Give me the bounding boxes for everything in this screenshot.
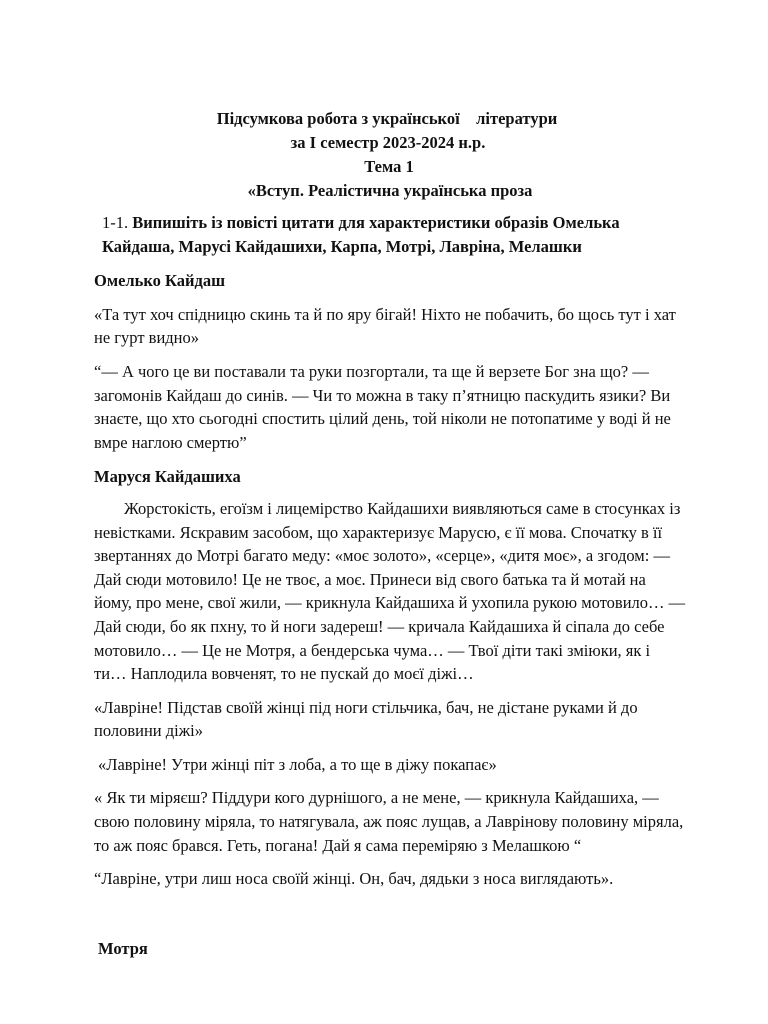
marusia-quote-1: «Лавріне! Підстав своїй жінці під ноги стільчика, бач, не дістане руками й до половини діжі» — [94, 697, 638, 741]
title-line-1: Підсумкова робота з української літератури — [216, 109, 558, 128]
title-line-2: за І семестр 2023-2024 н.р. — [290, 133, 486, 152]
omelko-quote-2: “— А чого це ви поставали та руки позгортали, та ще й верзете Бог зна що? — загомонів Кайдаш до синів. — Чи то можна в таку п’ятницю паскудить язики? Ви знаєте, що хто сьогодні спостить цілий день, той ніколи не потопатиме у воді й не вмре наглою смертю” — [94, 361, 671, 452]
document-body — [94, 211, 686, 960]
document-title — [0, 107, 768, 203]
heading-omelko: Омелько Кайдаш — [94, 271, 226, 291]
heading-motria: Мотря — [98, 938, 148, 958]
task-paragraph — [102, 211, 686, 258]
heading-marusia: Маруся Кайдашиха — [94, 467, 241, 487]
omelko-quote-1: «Та тут хоч спідницю скинь та й по яру бігай! Ніхто не побачить, бо щось тут і хат не гурт видно» — [94, 304, 676, 348]
task-text: Випишіть із повісті цитати для характеристики образів Омелька Кайдаша, Марусі Кайдашихи, Карпа, Мотрі, Лавріна, Мелашки — [102, 213, 620, 256]
title-line-4: «Вступ. Реалістична українська проза — [247, 181, 533, 200]
marusia-quote-2: «Лавріне! Утри жінці піт з лоба, а то ще в діжу покапає» — [98, 754, 497, 774]
title-line-3: Тема 1 — [364, 157, 414, 176]
marusia-quote-4: “Лавріне, утри лиш носа своїй жінці. Он, бач, дядьки з носа виглядають». — [94, 869, 614, 889]
task-number: 1-1. — [102, 213, 133, 232]
marusia-paragraph: Жорстокість, егоїзм і лицемірство Кайдашихи виявляються саме в стосунках із невістками. Яскравим засобом, що характеризує Марусю, є її мова. Спочатку в її звертаннях до Мотрі багато меду: «моє золото», «серце», «дитя моє», а згодом: — Дай сюди мотовило! Це не твоє, а моє. Принеси від свого батька та й мотай на йому, про мене, свої жили, — крикнула Кайдашиха й ухопила рукою мотовило… — Дай сюди, бо як пхну, то й ноги задереш! — кричала Кайдашиха й сіпала до себе мотовило… — Це не Мотря, а бендерська чума… — Твої діти такі зміюки, як і ти… Наплодила вовченят, то не пускай до моєї діжі… — [94, 498, 686, 684]
marusia-quote-3: « Як ти міряєш? Піддури кого дурнішого, а не мене, — крикнула Кайдашиха, — свою половину міряла, то натягувала, аж пояс лущав, а Лаврінову половину міряла, то аж пояс брався. Геть, погана! Дай я сама переміряю з Мелашкою “ — [94, 788, 684, 855]
